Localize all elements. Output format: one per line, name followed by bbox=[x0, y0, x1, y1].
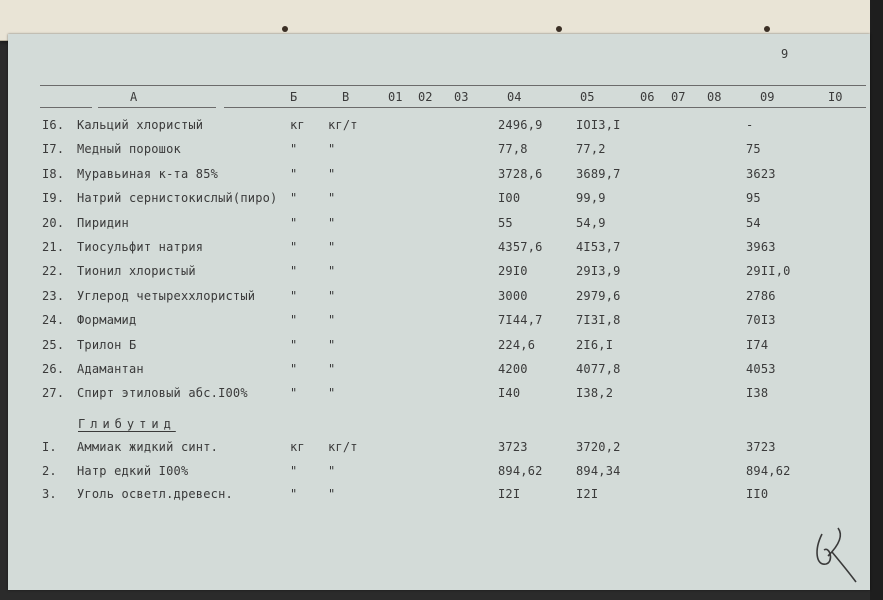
col-04-value: 7I44,7 bbox=[498, 313, 543, 328]
unit-cell: " bbox=[290, 463, 298, 478]
col-09-value: 2786 bbox=[746, 288, 776, 303]
header-top-rule bbox=[40, 85, 866, 86]
header-col-06: 06 bbox=[640, 90, 655, 104]
col-05-value: 54,9 bbox=[576, 215, 606, 230]
header-col-02: 02 bbox=[418, 90, 433, 104]
col-09-value: I74 bbox=[746, 337, 769, 352]
section-title: Глибутид bbox=[78, 417, 176, 431]
unit-cell: кг bbox=[290, 440, 305, 454]
unit-per-ton-cell: " bbox=[328, 240, 336, 254]
col-04-value: I2I bbox=[498, 487, 521, 501]
col-04-value: 4357,6 bbox=[498, 240, 543, 254]
col-04-value: 3723 bbox=[498, 440, 528, 454]
material-name: Пиридин bbox=[77, 215, 129, 230]
col-04-value: 224,6 bbox=[498, 337, 536, 352]
unit-per-ton-cell: " bbox=[328, 337, 336, 352]
header-col-08: 08 bbox=[707, 90, 722, 104]
col-09-value: 894,62 bbox=[746, 463, 791, 478]
col-04-value: I00 bbox=[498, 191, 521, 206]
col-09-value: 4053 bbox=[746, 362, 776, 376]
header-col-01: 01 bbox=[388, 90, 403, 104]
material-name: Адамантан bbox=[77, 362, 144, 376]
header-col-07: 07 bbox=[671, 90, 686, 104]
col-05-value: 2979,6 bbox=[576, 288, 621, 303]
col-09-value: I38 bbox=[746, 386, 769, 401]
material-name: Формамид bbox=[77, 313, 137, 328]
col-04-value: 29I0 bbox=[498, 264, 528, 279]
binder-hole bbox=[282, 26, 288, 32]
col-05-value: 4I53,7 bbox=[576, 240, 621, 254]
col-05-value: IOI3,I bbox=[576, 118, 621, 132]
unit-per-ton-cell: " bbox=[328, 386, 336, 401]
col-04-value: I40 bbox=[498, 386, 521, 401]
row-number: I8. bbox=[42, 166, 65, 181]
col-04-value: 55 bbox=[498, 215, 513, 230]
unit-cell: " bbox=[290, 166, 298, 181]
unit-cell: " bbox=[290, 264, 298, 279]
unit-cell: " bbox=[290, 191, 298, 206]
col-05-value: 3720,2 bbox=[576, 440, 621, 454]
row-number: 22. bbox=[42, 264, 65, 279]
unit-per-ton-cell: " bbox=[328, 362, 336, 376]
row-number: 20. bbox=[42, 215, 65, 230]
unit-cell: кг bbox=[290, 118, 305, 132]
col-05-value: 2I6,I bbox=[576, 337, 614, 352]
header-col-a: А bbox=[130, 90, 138, 104]
material-name: Аммиак жидкий синт. bbox=[77, 440, 219, 454]
header-col-04: 04 bbox=[507, 90, 522, 104]
col-09-value: - bbox=[746, 118, 754, 132]
col-04-value: 2496,9 bbox=[498, 118, 543, 132]
unit-per-ton-cell: " bbox=[328, 166, 336, 181]
row-number: 2. bbox=[42, 463, 57, 478]
unit-per-ton-cell: " bbox=[328, 215, 336, 230]
header-bottom-rule bbox=[40, 107, 92, 108]
unit-per-ton-cell: " bbox=[328, 288, 336, 303]
col-04-value: 3728,6 bbox=[498, 166, 543, 181]
unit-cell: " bbox=[290, 386, 298, 401]
row-number: I9. bbox=[42, 191, 65, 206]
col-09-value: 70I3 bbox=[746, 313, 776, 328]
unit-per-ton-cell: " bbox=[328, 142, 336, 157]
col-09-value: 3963 bbox=[746, 240, 776, 254]
material-name: Углерод четыреххлористый bbox=[77, 288, 256, 303]
unit-per-ton-cell: " bbox=[328, 264, 336, 279]
header-bottom-rule bbox=[98, 107, 216, 108]
col-05-value: 894,34 bbox=[576, 463, 621, 478]
material-name: Уголь осветл.древесн. bbox=[77, 487, 233, 501]
unit-cell: " bbox=[290, 337, 298, 352]
row-number: 24. bbox=[42, 313, 65, 328]
header-col-v: В bbox=[342, 90, 350, 104]
unit-per-ton-cell: кг/т bbox=[328, 118, 358, 132]
row-number: 23. bbox=[42, 288, 65, 303]
row-number: 25. bbox=[42, 337, 65, 352]
col-04-value: 3000 bbox=[498, 288, 528, 303]
material-name: Тионил хлористый bbox=[77, 264, 196, 279]
col-05-value: I38,2 bbox=[576, 386, 614, 401]
unit-cell: " bbox=[290, 215, 298, 230]
col-05-value: I2I bbox=[576, 487, 599, 501]
unit-cell: " bbox=[290, 142, 298, 157]
row-number: 3. bbox=[42, 487, 57, 501]
col-04-value: 894,62 bbox=[498, 463, 543, 478]
header-bottom-rule bbox=[224, 107, 866, 108]
row-number: I7. bbox=[42, 142, 65, 157]
row-number: I. bbox=[42, 440, 57, 454]
col-09-value: 95 bbox=[746, 191, 761, 206]
header-col-10: I0 bbox=[828, 90, 843, 104]
col-04-value: 4200 bbox=[498, 362, 528, 376]
material-name: Спирт этиловый абс.I00% bbox=[77, 386, 248, 401]
row-number: 27. bbox=[42, 386, 65, 401]
col-05-value: 3689,7 bbox=[576, 166, 621, 181]
header-col-03: 03 bbox=[454, 90, 469, 104]
col-05-value: 7I3I,8 bbox=[576, 313, 621, 328]
unit-cell: " bbox=[290, 362, 298, 376]
material-name: Натр едкий I00% bbox=[77, 463, 189, 478]
material-name: Медный порошок bbox=[77, 142, 181, 157]
col-05-value: 4077,8 bbox=[576, 362, 621, 376]
col-09-value: II0 bbox=[746, 487, 769, 501]
binder-hole bbox=[556, 26, 562, 32]
row-number: 21. bbox=[42, 240, 65, 254]
header-col-09: 09 bbox=[760, 90, 775, 104]
page-number: 9 bbox=[781, 47, 789, 61]
unit-cell: " bbox=[290, 487, 298, 501]
col-05-value: 99,9 bbox=[576, 191, 606, 206]
binder-hole bbox=[764, 26, 770, 32]
col-09-value: 29II,0 bbox=[746, 264, 791, 279]
unit-per-ton-cell: " bbox=[328, 487, 336, 501]
row-number: 26. bbox=[42, 362, 65, 376]
material-name: Трилон Б bbox=[77, 337, 137, 352]
header-col-b: Б bbox=[290, 90, 298, 104]
background-edge bbox=[870, 0, 883, 600]
col-05-value: 77,2 bbox=[576, 142, 606, 157]
row-number: I6. bbox=[42, 118, 65, 132]
col-09-value: 54 bbox=[746, 215, 761, 230]
col-09-value: 75 bbox=[746, 142, 761, 157]
unit-cell: " bbox=[290, 240, 298, 254]
unit-cell: " bbox=[290, 313, 298, 328]
unit-cell: " bbox=[290, 288, 298, 303]
unit-per-ton-cell: " bbox=[328, 463, 336, 478]
col-05-value: 29I3,9 bbox=[576, 264, 621, 279]
col-04-value: 77,8 bbox=[498, 142, 528, 157]
unit-per-ton-cell: " bbox=[328, 191, 336, 206]
col-09-value: 3623 bbox=[746, 166, 776, 181]
unit-per-ton-cell: кг/т bbox=[328, 440, 358, 454]
unit-per-ton-cell: " bbox=[328, 313, 336, 328]
col-09-value: 3723 bbox=[746, 440, 776, 454]
material-name: Кальций хлористый bbox=[77, 118, 204, 132]
material-name: Муравьиная к-та 85% bbox=[77, 166, 219, 181]
handwritten-signature bbox=[808, 516, 858, 586]
header-col-05: 05 bbox=[580, 90, 595, 104]
material-name: Натрий сернистокислый(пиро) bbox=[77, 191, 278, 206]
material-name: Тиосульфит натрия bbox=[77, 240, 204, 254]
